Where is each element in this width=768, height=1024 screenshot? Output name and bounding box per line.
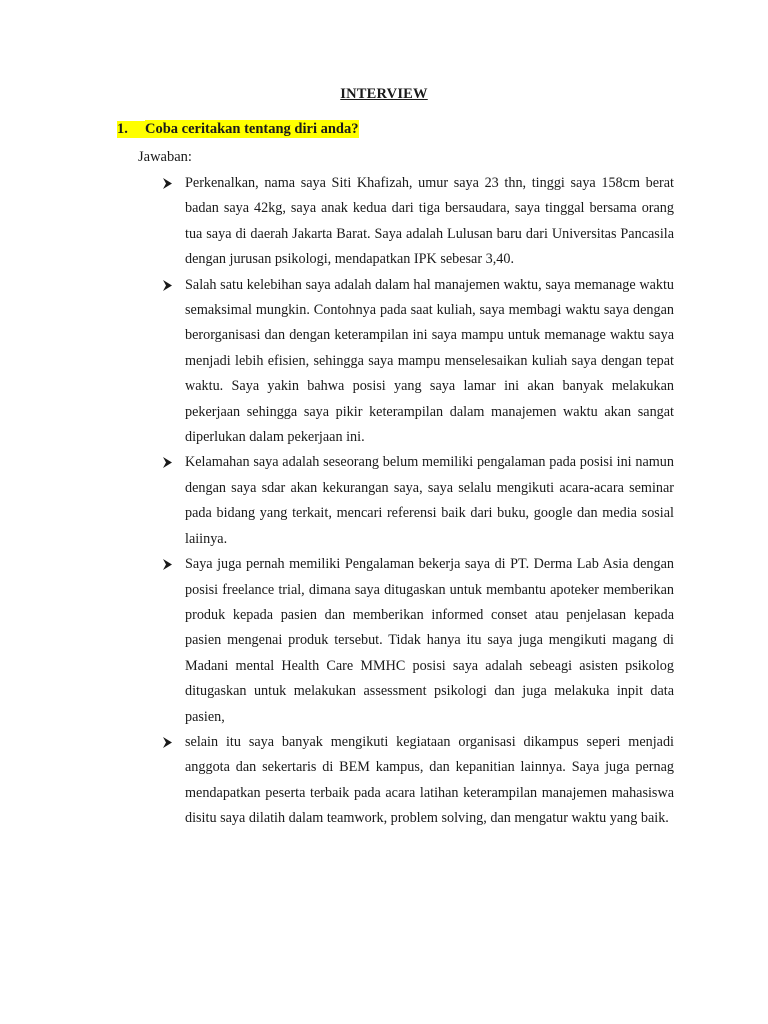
answer-paragraph bbox=[162, 273, 674, 451]
question-heading bbox=[117, 121, 359, 138]
arrowhead-bullet-icon bbox=[162, 450, 176, 475]
paragraph-text: Perkenalkan, nama saya Siti Khafizah, umur saya 23 thn, tinggi saya 158cm berat badan saya 42kg, saya anak kedua dari tiga bersaudara, saya tinggal bersama orang tua saya di daerah Jakarta Barat. Saya adalah Lulusan baru dari Universitas Pancasila dengan jurusan psikologi, mendapatkan IPK sebesar 3,40. bbox=[185, 175, 674, 268]
paragraph-text: Kelamahan saya adalah seseorang belum memiliki pengalaman pada posisi ini namun dengan saya sdar akan kekurangan saya, saya selalu mengikuti acara-acara seminar pada bidang yang terkait, mencari referensi baik dari buku, google dan media sosial laiinya. bbox=[185, 454, 674, 547]
arrowhead-bullet-icon bbox=[162, 730, 176, 755]
answer-bullet-list bbox=[162, 171, 674, 832]
document-title: INTERVIEW bbox=[340, 86, 428, 102]
answer-paragraph bbox=[162, 171, 674, 273]
answer-label: Jawaban: bbox=[138, 149, 192, 165]
arrowhead-bullet-icon bbox=[162, 171, 176, 196]
paragraph-text: selain itu saya banyak mengikuti kegiataan organisasi dikampus seperi menjadi anggota dan sekertaris di BEM kampus, dan kepanitian lainnya. Saya juga pernag mendapatkan peserta terbaik pada acara latihan keterampilan manajemen mahasiswa disitu saya dilatih dalam teamwork, problem solving, dan mengatur waktu yang baik. bbox=[185, 733, 674, 827]
answer-paragraph bbox=[162, 450, 674, 552]
paragraph-text: Saya juga pernah memiliki Pengalaman bekerja saya di PT. Derma Lab Asia dengan posisi freelance trial, dimana saya ditugaskan untuk membantu apoteker memberikan produk kepada pasien dan memberikan informed conset atau penjelasan kepada pasien mengenai produk tersebut. Tidak hanya itu saya juga mengikuti magang di Madani mental Health Care MMHC posisi saya adalah sebeagi asisten psikolog ditugaskan untuk melakukan assessment psikologi dan juga melakuka inpit data pasien, bbox=[185, 556, 674, 725]
arrowhead-bullet-icon bbox=[162, 552, 176, 577]
paragraph-text: Salah satu kelebihan saya adalah dalam hal manajemen waktu, saya memanage waktu semaksimal mungkin. Contohnya pada saat kuliah, saya membagi waktu saya dengan berorganisasi dan dengan keterampilan ini saya mampu untuk memanage waktu saya menjadi lebih efisien, sehingga saya mampu menselesaikan kuliah saya dengan tepat waktu. Saya yakin bahwa posisi yang saya lamar ini akan banyak melakukan pekerjaan sehingga saya pikir keterampilan dalam manajemen waktu akan sangat diperlukan dalam pekerjaan ini. bbox=[185, 276, 674, 446]
question-number: 1. bbox=[117, 121, 145, 138]
answer-paragraph bbox=[162, 730, 674, 832]
arrowhead-bullet-icon bbox=[162, 273, 176, 298]
question-text: Coba ceritakan tentang diri anda? bbox=[145, 121, 359, 137]
answer-paragraph bbox=[162, 552, 674, 730]
